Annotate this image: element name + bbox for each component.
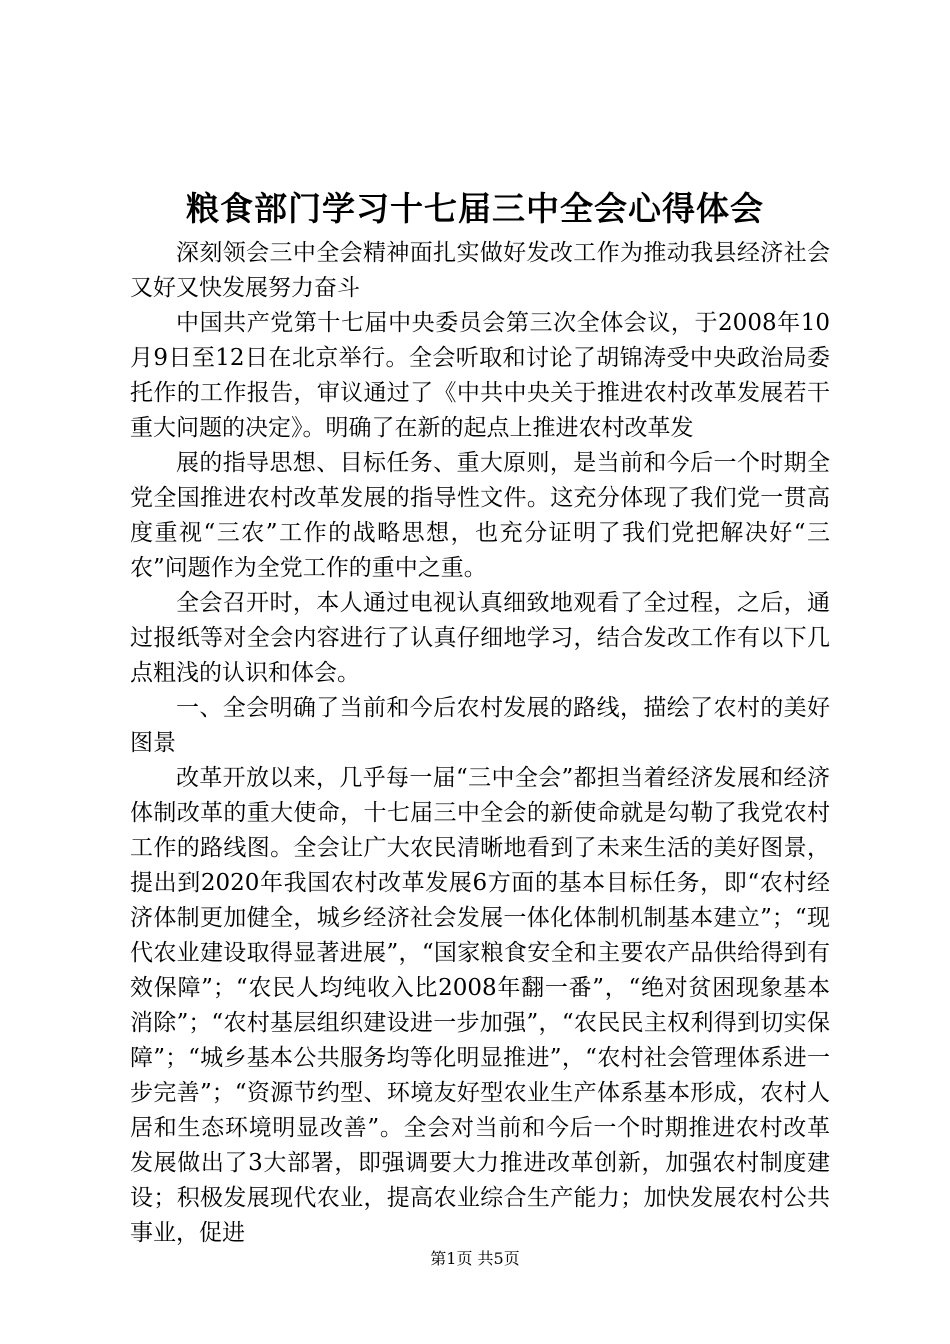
page-number-footer: 第1页 共5页 [430,1249,520,1268]
document-title: 粮食部门学习十七届三中全会心得体会 [186,189,764,228]
paragraph-reform-goals: 改革开放以来，几乎每一届“三中全会”都担当着经济发展和经济体制改革的重大使命，十七届三中全会的新使命就是勾勒了我党农村工作的路线图。全会让广大农民清晰地看到了未来生活的美好图景，提出到2020年我国农村改革发展6方面的基本目标任务，即“农村经济体制更加健全，城乡经济社会发展一体化体制机制基本建立”；“现代农业建设取得显著进展”，“国家粮食安全和主要农产品供给得到有效保障”；“农民人均纯收入比2008年翻一番”，“绝对贫困现象基本消除”；“农村基层组织建设进一步加强”，“农民民主权利得到切实保障”；“城乡基本公共服务均等化明显推进”，“农村社会管理体系进一步完善”；“资源节约型、环境友好型农业生产体系基本形成，农村人居和生态环境明显改善”。全会对当前和今后一个时期推进农村改革发展做出了3大部署，即强调要大力推进改革创新，加强农村制度建设；积极发展现代农业，提高农业综合生产能力；加快发展农村公共事业，促进 [130,765,830,1246]
paragraph-subtitle: 深刻领会三中全会精神面扎实做好发改工作为推动我县经济社会又好又快发展努力奋斗 [130,240,830,301]
section-heading-1: 一、全会明确了当前和今后农村发展的路线，描绘了农村的美好图景 [130,695,830,756]
document-body [130,236,830,1251]
paragraph-guiding-ideas: 展的指导思想、目标任务、重大原则，是当前和今后一个时期全党全国推进农村改革发展的指导性文件。这充分体现了我们党一贯高度重视“三农”工作的战略思想，也充分证明了我们党把解决好“三农”问题作为全党工作的重中之重。 [130,450,830,581]
paragraph-personal-study: 全会召开时，本人通过电视认真细致地观看了全过程，之后，通过报纸等对全会内容进行了认真仔细地学习，结合发改工作有以下几点粗浅的认识和体会。 [130,590,830,686]
paragraph-plenum-intro: 中国共产党第十七届中央委员会第三次全体会议，于2008年10月9日至12日在北京举行。全会听取和讨论了胡锦涛受中央政治局委托作的工作报告，审议通过了《中共中央关于推进农村改革发展若干重大问题的决定》。明确了在新的起点上推进农村改革发 [130,310,830,441]
